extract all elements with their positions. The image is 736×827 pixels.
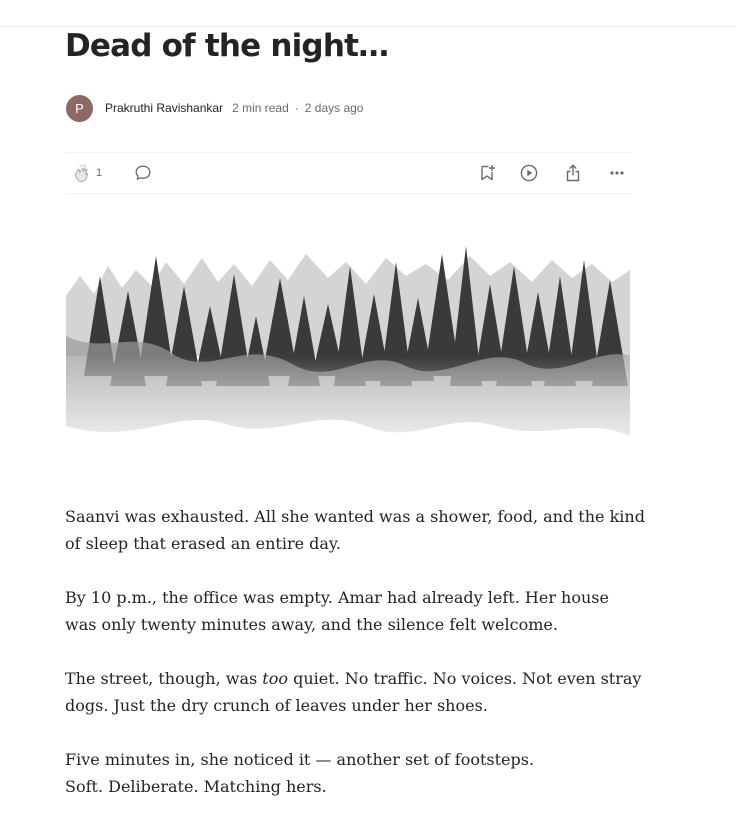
clap-button[interactable] <box>71 162 93 184</box>
save-button[interactable] <box>477 162 497 184</box>
paragraph-3-end: quiet. No traffic. No voices. Not even stray dogs. Just the dry crunch of leaves under her shoes. <box>65 669 642 715</box>
paragraph-3 <box>65 665 645 719</box>
paragraph-3-start: The street, though, was <box>65 669 263 688</box>
clap-icon <box>71 162 93 184</box>
publish-date: 2 days ago <box>304 101 364 115</box>
paragraph-3-emphasis: too <box>262 669 288 688</box>
meta-separator: · <box>294 101 299 115</box>
paragraph-4 <box>65 746 645 800</box>
paragraph-2: By 10 p.m., the office was empty. Amar had already left. Her house was only twenty minutes away, and the silence felt welcome. <box>65 588 609 634</box>
share-button[interactable] <box>563 162 583 184</box>
misty-forest-image <box>66 236 630 468</box>
clap-count: 1 <box>96 167 103 179</box>
listen-button[interactable] <box>519 162 539 184</box>
author-name[interactable]: Prakruthi Ravishankar <box>105 101 224 115</box>
more-options-button[interactable] <box>607 162 627 184</box>
paragraph-4-line-2: Soft. Deliberate. Matching hers. <box>65 777 327 796</box>
responses-button[interactable] <box>133 162 153 184</box>
article-body <box>65 503 645 827</box>
play-circle-icon <box>519 163 539 183</box>
paragraph-1: Saanvi was exhausted. All she wanted was a shower, food, and the kind of sleep that erased an entire day. <box>65 507 645 553</box>
more-horizontal-icon <box>607 163 627 183</box>
article-action-bar <box>65 152 632 194</box>
author-byline <box>66 94 363 122</box>
speech-bubble-icon <box>133 163 153 183</box>
share-icon <box>563 163 583 183</box>
paragraph-4-line-1: Five minutes in, she noticed it — another set of footsteps. <box>65 750 535 769</box>
bookmark-add-icon <box>477 163 497 183</box>
author-avatar[interactable]: P <box>66 95 93 122</box>
read-time: 2 min read <box>232 101 289 115</box>
article-title: Dead of the night… <box>65 28 389 64</box>
